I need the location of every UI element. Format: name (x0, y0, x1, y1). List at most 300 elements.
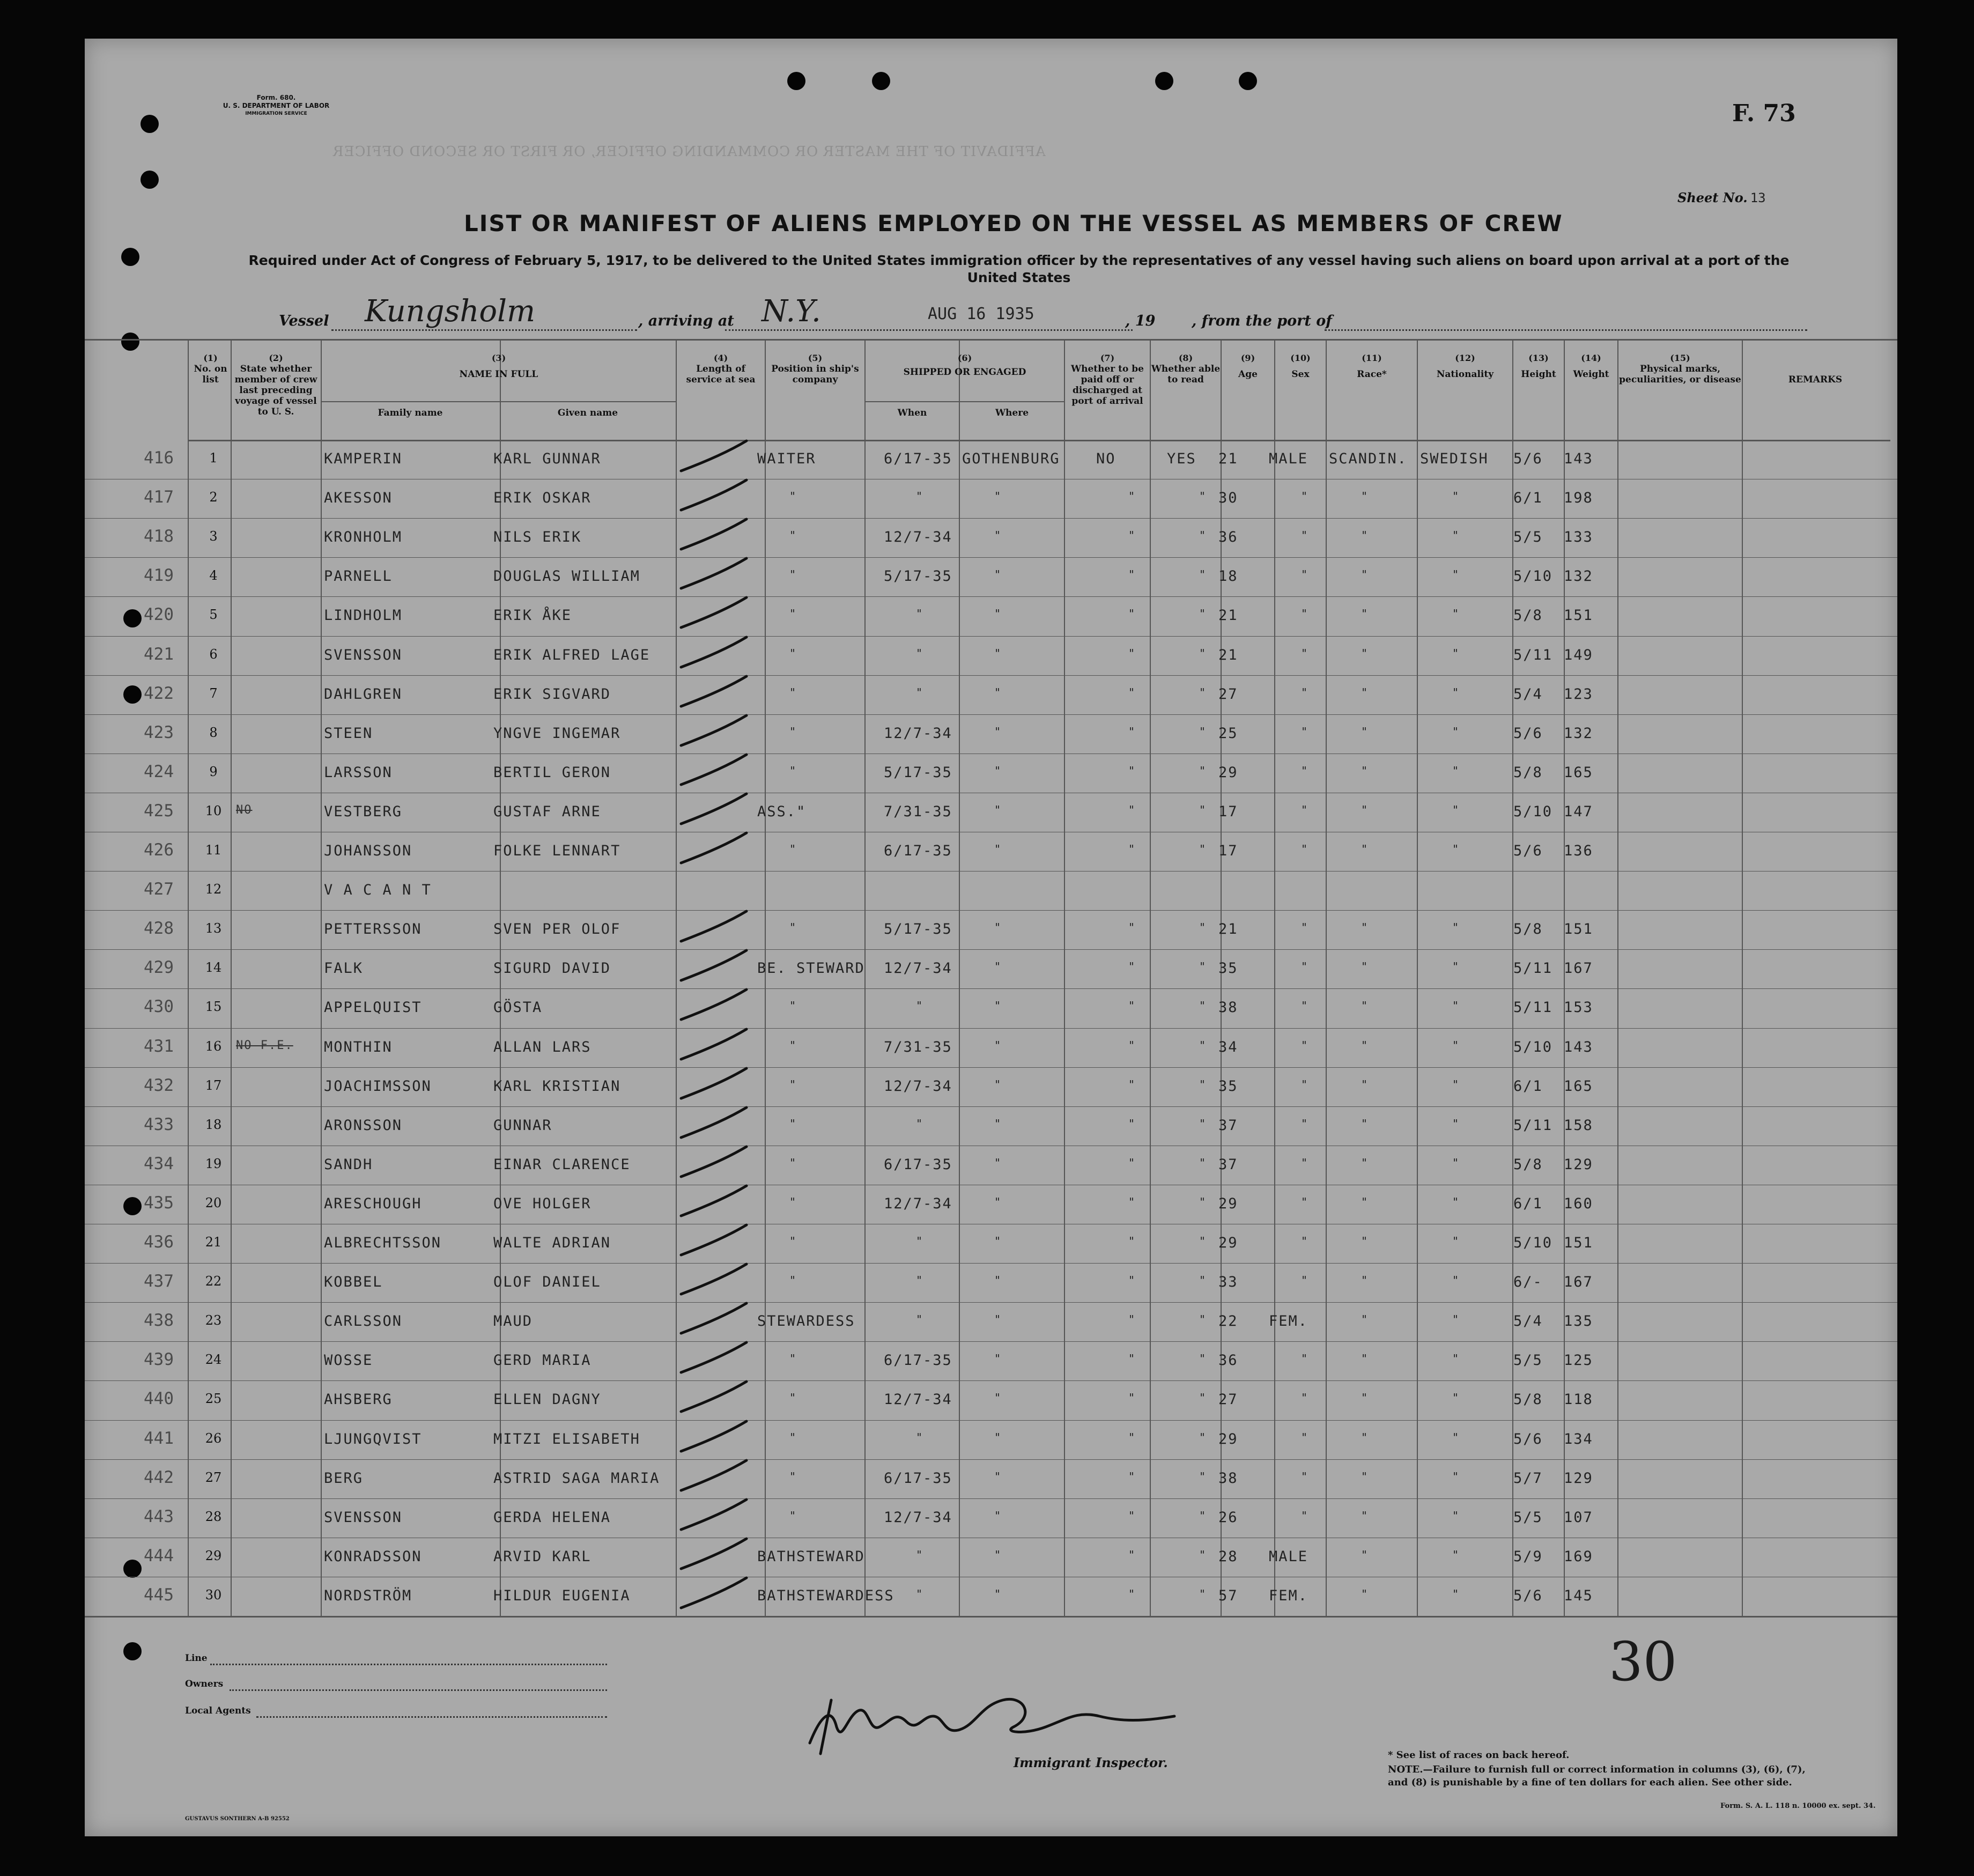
col-6-header (866, 353, 1064, 378)
col-9-header (1222, 353, 1274, 380)
cell-position: BATHSTEWARDESS (757, 1587, 894, 1604)
cell-no: 27 (205, 1469, 222, 1485)
cell-serial: 442 (144, 1467, 174, 1487)
cell-no: 17 (205, 1077, 222, 1093)
cell-given: OVE HOLGER (493, 1195, 592, 1212)
cell-position: " (789, 607, 797, 621)
cell-family: ALBRECHTSSON (324, 1235, 442, 1251)
cell-state: NO (236, 803, 253, 817)
cell-nat: " (1452, 921, 1460, 934)
cell-height: 5/7 (1513, 1469, 1543, 1487)
cell-no: 5 (209, 607, 218, 623)
cell-position: " (789, 1469, 797, 1483)
cell-age: 17 (1218, 803, 1238, 820)
row-rule (85, 714, 1897, 715)
cell-age: 17 (1218, 843, 1238, 859)
cell-given: ELLEN DAGNY (493, 1391, 601, 1408)
service-checkmark (677, 830, 752, 873)
cell-serial: 441 (144, 1428, 174, 1448)
cell-position: BATHSTEWARD (757, 1548, 865, 1565)
cell-serial: 438 (144, 1311, 174, 1331)
cell-paid: " (1128, 960, 1136, 973)
cell-state: NO F.E. (236, 1038, 293, 1052)
cell-weight: 136 (1564, 843, 1593, 859)
service-checkmark (677, 1065, 752, 1108)
cell-race: " (1361, 1274, 1369, 1287)
cell-where: " (994, 1117, 1002, 1130)
cell-weight: 198 (1564, 490, 1593, 507)
service-checkmark (677, 1026, 752, 1069)
cell-age: 27 (1218, 1391, 1238, 1408)
col-4-title: Length of service at sea (686, 364, 756, 385)
cell-paid: " (1128, 568, 1136, 581)
punch-hole-left-7 (123, 1197, 142, 1215)
cell-nat: " (1452, 1430, 1460, 1444)
cell-paid: " (1128, 843, 1136, 855)
sheet-number (1677, 190, 1766, 205)
cell-nat: " (1452, 685, 1460, 699)
cell-read: " (1199, 490, 1207, 503)
form-number: Form. 680. (256, 94, 296, 101)
cell-where: " (994, 490, 1002, 503)
cell-sex: " (1301, 1274, 1309, 1287)
cell-paid: " (1128, 921, 1136, 934)
cell-nat: " (1452, 1469, 1460, 1483)
cell-read: " (1199, 803, 1207, 816)
cell-sex: " (1301, 1077, 1309, 1091)
cell-sex: " (1301, 607, 1309, 621)
row-rule (85, 910, 1897, 911)
inspector-signature (799, 1684, 1207, 1759)
cell-height: 5/8 (1513, 764, 1543, 781)
cell-paid: " (1128, 1469, 1136, 1483)
cell-weight: 165 (1564, 764, 1593, 781)
cell-family: DAHLGREN (324, 685, 403, 703)
cell-weight: 143 (1564, 1038, 1593, 1055)
vessel-label: Vessel (279, 313, 329, 329)
col-1-title: No. on list (194, 364, 227, 385)
cell-read: " (1199, 1430, 1207, 1444)
cell-weight: 151 (1564, 1235, 1593, 1251)
cell-race: " (1361, 529, 1369, 542)
cell-when: " (916, 607, 924, 621)
cell-no: 6 (209, 646, 218, 662)
cell-race: " (1361, 1430, 1369, 1444)
cell-when: 12/7-34 (884, 1509, 952, 1526)
cell-race: " (1361, 1352, 1369, 1365)
cell-paid: " (1128, 1235, 1136, 1247)
cell-nat: " (1452, 1117, 1460, 1130)
department-name: U. S. DEPARTMENT OF LABOR (223, 102, 330, 109)
cell-when: 12/7-34 (884, 725, 952, 742)
cell-given: SVEN PER OLOF (493, 921, 621, 938)
cell-age: 18 (1218, 568, 1238, 585)
cell-given: WALTE ADRIAN (493, 1235, 611, 1251)
column-rule (1274, 339, 1275, 1616)
cell-nat: " (1452, 1235, 1460, 1247)
column-rule (231, 339, 232, 1616)
row-rule (85, 1067, 1897, 1068)
cell-read: " (1199, 764, 1207, 777)
cell-race: " (1361, 1509, 1369, 1522)
cell-race: " (1361, 960, 1369, 973)
row-rule (85, 1498, 1897, 1499)
col-12-title: Nationality (1436, 369, 1494, 380)
cell-nat: " (1452, 1391, 1460, 1405)
cell-given: BERTIL GERON (493, 764, 611, 781)
cell-family: LARSSON (324, 764, 393, 781)
service-checkmark (677, 791, 752, 833)
cell-nat: " (1452, 1274, 1460, 1287)
cell-no: 16 (205, 1038, 222, 1054)
cell-family: JOHANSSON (324, 843, 412, 859)
col-3-header (322, 353, 676, 380)
cell-given: EINAR CLARENCE (493, 1156, 631, 1173)
row-rule (85, 1616, 1897, 1618)
cell-when: " (916, 999, 924, 1013)
col-10-header (1275, 353, 1326, 380)
cell-race: " (1361, 490, 1369, 503)
cell-position: STEWARDESS (757, 1313, 855, 1330)
cell-no: 23 (205, 1313, 222, 1328)
cell-when: 7/31-35 (884, 1038, 952, 1055)
cell-race: " (1361, 999, 1369, 1013)
cell-no: 2 (209, 490, 218, 505)
cell-paid: " (1128, 1038, 1136, 1052)
cell-age: 29 (1218, 764, 1238, 781)
cell-where: " (994, 725, 1002, 738)
col-6a-header: When (897, 408, 927, 418)
cell-where: " (994, 1352, 1002, 1365)
service-checkmark (677, 986, 752, 1029)
remarks-header: REMARKS (1788, 374, 1843, 385)
cell-weight: 133 (1564, 529, 1593, 546)
cell-weight: 151 (1564, 607, 1593, 624)
cell-paid: " (1128, 1430, 1136, 1444)
cell-paid: " (1128, 1274, 1136, 1287)
cell-no: 18 (205, 1117, 222, 1132)
row-rule (85, 1420, 1897, 1421)
service-checkmark (677, 634, 752, 677)
cell-position: WAITER (757, 450, 816, 467)
cell-serial: 445 (144, 1585, 174, 1605)
service-checkmark (677, 1183, 752, 1225)
col-15-title: Physical marks, peculiarities, or disease (1619, 364, 1741, 385)
cell-height: 5/10 (1513, 803, 1553, 820)
cell-read: " (1199, 1352, 1207, 1365)
cell-when: 7/31-35 (884, 803, 952, 820)
cell-where: " (994, 803, 1002, 816)
cell-when: 12/7-34 (884, 1195, 952, 1212)
cell-nat: " (1452, 490, 1460, 503)
cell-given: ASTRID SAGA MARIA (493, 1469, 660, 1487)
column-rule (188, 339, 189, 1616)
cell-when: " (916, 1430, 924, 1444)
cell-age: 28 (1218, 1548, 1238, 1565)
cell-height: 6/1 (1513, 1077, 1543, 1095)
cell-family: SANDH (324, 1156, 373, 1173)
cell-given: ARVID KARL (493, 1548, 592, 1565)
service-checkmark (677, 1300, 752, 1343)
service-checkmark (677, 1104, 752, 1147)
cell-position: " (789, 568, 797, 581)
cell-height: 5/11 (1513, 960, 1553, 977)
cell-sex: " (1301, 685, 1309, 699)
cell-when: 12/7-34 (884, 960, 952, 977)
cell-race: " (1361, 764, 1369, 777)
punch-hole-left-1 (141, 115, 159, 133)
col-11-number: (11) (1362, 353, 1382, 363)
cell-sex: " (1301, 490, 1309, 503)
cell-age: 33 (1218, 1274, 1238, 1291)
cell-age: 26 (1218, 1509, 1238, 1526)
cell-when: 12/7-34 (884, 1077, 952, 1095)
cell-given: MITZI ELISABETH (493, 1430, 640, 1447)
cell-when: 5/17-35 (884, 921, 952, 938)
cell-serial: 432 (144, 1075, 174, 1095)
cell-sex: " (1301, 1038, 1309, 1052)
cell-height: 5/5 (1513, 1352, 1543, 1369)
service-checkmark (677, 1418, 752, 1461)
cell-sex: " (1301, 999, 1309, 1013)
cell-no: 8 (209, 725, 218, 740)
cell-weight: 167 (1564, 1274, 1593, 1291)
cell-read: " (1199, 529, 1207, 542)
row-rule (85, 1028, 1897, 1029)
cell-given: GERD MARIA (493, 1352, 592, 1369)
cell-sex: MALE (1269, 1548, 1308, 1565)
col-14-number: (14) (1581, 353, 1601, 363)
cell-no: 4 (209, 568, 218, 584)
service-checkmark (677, 477, 752, 520)
cell-position: " (789, 490, 797, 503)
cell-family: VESTBERG (324, 803, 403, 820)
cell-read: " (1199, 1156, 1207, 1169)
cell-read: " (1199, 921, 1207, 934)
cell-sex: " (1301, 803, 1309, 816)
cell-serial: 439 (144, 1350, 174, 1370)
cell-race: " (1361, 607, 1369, 621)
cell-height: 5/11 (1513, 1117, 1553, 1134)
cell-serial: 443 (144, 1506, 174, 1526)
cell-read: " (1199, 1587, 1207, 1600)
col-12-number: (12) (1455, 353, 1475, 363)
cell-position: " (789, 1156, 797, 1169)
cell-weight: 160 (1564, 1195, 1593, 1212)
cell-nat: " (1452, 1195, 1460, 1208)
cell-no: 26 (205, 1430, 222, 1446)
cell-when: 6/17-35 (884, 1469, 952, 1487)
cell-serial: 436 (144, 1232, 174, 1252)
cell-no: 25 (205, 1391, 222, 1407)
cell-age: 22 (1218, 1313, 1238, 1330)
column-rule (765, 339, 766, 1616)
cell-where: GOTHENBURG (962, 450, 1060, 467)
cell-serial: 426 (144, 840, 174, 860)
cell-height: 5/4 (1513, 685, 1543, 703)
cell-nat: " (1452, 1156, 1460, 1169)
from-port-label: , from the port of (1192, 313, 1332, 329)
cell-race: " (1361, 1391, 1369, 1405)
cell-read: " (1199, 725, 1207, 738)
table-top-rule (85, 339, 1897, 341)
cell-when: 6/17-35 (884, 843, 952, 859)
col-14-header (1565, 353, 1617, 380)
punch-hole-left-2 (141, 171, 159, 189)
vessel-dotted-line (331, 328, 637, 331)
cell-given: ERIK ÅKE (493, 607, 572, 624)
owners-label: Owners (185, 1679, 224, 1689)
col-7-header (1065, 353, 1150, 407)
cell-given: ERIK OSKAR (493, 490, 592, 507)
cell-serial: 417 (144, 488, 174, 507)
cell-where: " (994, 529, 1002, 542)
cell-given: ALLAN LARS (493, 1038, 592, 1055)
cell-read: " (1199, 843, 1207, 855)
row-rule (85, 675, 1897, 676)
cell-when: 6/17-35 (884, 1352, 952, 1369)
col-3-number: (3) (491, 353, 506, 363)
cell-sex: " (1301, 646, 1309, 660)
col-6-title: SHIPPED OR ENGAGED (903, 367, 1026, 378)
cell-sex: " (1301, 1195, 1309, 1208)
col-11-title: Race* (1357, 369, 1387, 380)
cell-where: " (994, 764, 1002, 777)
cell-where: " (994, 1077, 1002, 1091)
cell-height: 5/6 (1513, 843, 1543, 859)
cell-paid: " (1128, 1156, 1136, 1169)
cell-weight: 145 (1564, 1587, 1593, 1604)
cell-sex: " (1301, 529, 1309, 542)
cell-paid: " (1128, 646, 1136, 660)
page-number: F. 73 (1732, 100, 1796, 127)
cell-where: " (994, 568, 1002, 581)
local-agents-dotted-line (256, 1715, 607, 1718)
cell-paid: " (1128, 1548, 1136, 1561)
service-checkmark (677, 516, 752, 559)
cell-paid: " (1128, 1077, 1136, 1091)
local-agents-label: Local Agents (185, 1705, 251, 1716)
cell-weight: 147 (1564, 803, 1593, 820)
cell-age: 37 (1218, 1117, 1238, 1134)
cell-where: " (994, 921, 1002, 934)
col-11-header (1327, 353, 1417, 380)
cell-paid: " (1128, 529, 1136, 542)
cell-position: " (789, 529, 797, 542)
cell-age: 38 (1218, 999, 1238, 1016)
col-6b-header: Where (995, 408, 1029, 418)
cell-race: " (1361, 1077, 1369, 1091)
cell-age: 30 (1218, 490, 1238, 507)
cell-where: " (994, 1195, 1002, 1208)
row-rule (85, 596, 1897, 597)
cell-read: " (1199, 1548, 1207, 1561)
cell-weight: 158 (1564, 1117, 1593, 1134)
cell-weight: 129 (1564, 1156, 1593, 1173)
col-5-number: (5) (808, 353, 823, 363)
punch-hole-top-4 (1239, 72, 1257, 90)
service-checkmark (677, 751, 752, 794)
cell-nat: " (1452, 764, 1460, 777)
cell-position: " (789, 1274, 797, 1287)
line-dotted-line (210, 1663, 607, 1665)
cell-paid: " (1128, 725, 1136, 738)
cell-weight: 134 (1564, 1430, 1593, 1447)
cell-family: PARNELL (324, 568, 393, 585)
cell-height: 5/6 (1513, 1587, 1543, 1604)
cell-serial: 421 (144, 644, 174, 664)
cell-race: " (1361, 725, 1369, 738)
cell-serial: 419 (144, 566, 174, 586)
cell-when: 6/17-35 (884, 1156, 952, 1173)
cell-when: 6/17-35 (884, 450, 952, 467)
cell-no: 21 (205, 1235, 222, 1250)
cell-given: MAUD (493, 1313, 533, 1330)
cell-family: LINDHOLM (324, 607, 403, 624)
cell-position: " (789, 725, 797, 738)
cell-no: 7 (209, 685, 218, 701)
cell-race: " (1361, 1117, 1369, 1130)
cell-no: 11 (205, 843, 222, 858)
cell-no: 9 (209, 764, 218, 779)
service-checkmark (677, 673, 752, 716)
col-8-header (1151, 353, 1221, 385)
cell-weight: 123 (1564, 685, 1593, 703)
row-rule (85, 1380, 1897, 1381)
cell-height: 5/11 (1513, 646, 1553, 663)
cell-age: 29 (1218, 1430, 1238, 1447)
col-2-number: (2) (269, 353, 283, 363)
cell-paid: " (1128, 1352, 1136, 1365)
col-1-header (190, 353, 231, 385)
column-rule (1417, 339, 1418, 1616)
row-rule (85, 1263, 1897, 1264)
cell-read: YES (1167, 450, 1196, 467)
cell-weight: 143 (1564, 450, 1593, 467)
cell-nat: " (1452, 999, 1460, 1013)
arriving-dotted-line (725, 328, 1133, 331)
cell-paid: " (1128, 1313, 1136, 1326)
cell-when: " (916, 1235, 924, 1247)
cell-serial: 437 (144, 1272, 174, 1291)
cell-given: KARL KRISTIAN (493, 1077, 621, 1095)
cell-position: " (789, 646, 797, 660)
cell-position: " (789, 921, 797, 934)
cell-position: " (789, 1391, 797, 1405)
cell-no: 13 (205, 921, 222, 936)
cell-read: " (1199, 685, 1207, 699)
cell-nat: " (1452, 568, 1460, 581)
cell-given: OLOF DANIEL (493, 1274, 601, 1291)
col-13-number: (13) (1528, 353, 1549, 363)
cell-age: 21 (1218, 450, 1238, 467)
cell-position: " (789, 1352, 797, 1365)
cell-where: " (994, 843, 1002, 855)
cell-nat: " (1452, 1352, 1460, 1365)
cell-given: HILDUR EUGENIA (493, 1587, 631, 1604)
cell-height: 5/10 (1513, 1235, 1553, 1251)
cell-serial: 427 (144, 880, 174, 899)
cell-race: " (1361, 1313, 1369, 1326)
cell-read: " (1199, 1195, 1207, 1208)
service-checkmark (677, 1535, 752, 1578)
page-subtitle: Required under Act of Congress of February 5, 1917, to be delivered to the United States immigration officer by the representatives of any vessel having such aliens on board upon arrival at a port of the United States (248, 253, 1790, 285)
cell-race: SCANDIN. (1329, 450, 1408, 467)
cell-paid: " (1128, 1117, 1136, 1130)
cell-read: " (1199, 607, 1207, 621)
line-label: Line (185, 1653, 208, 1664)
cell-read: " (1199, 960, 1207, 973)
